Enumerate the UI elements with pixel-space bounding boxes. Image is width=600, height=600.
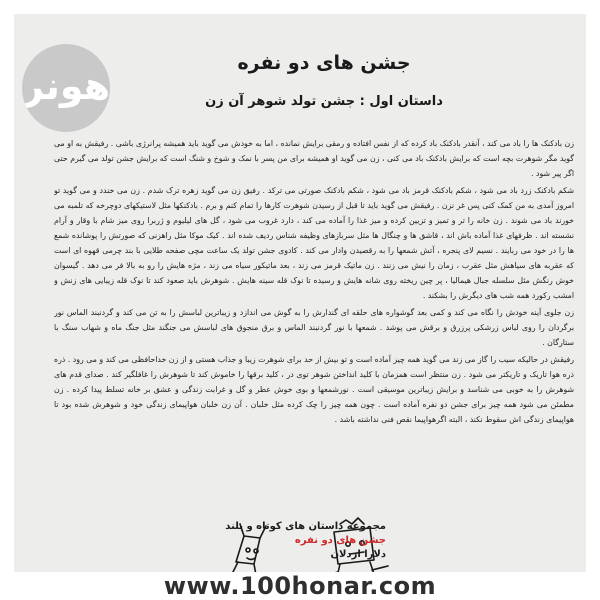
page-subtitle: داستان اول : جشن تولد شوهر آن زن (205, 94, 443, 109)
paragraph: شکم بادکنک زرد باد می شود ، شکم بادکنک قرمز باد می شود ، شکم بادکنک صورتی می ترکد . رفیق زن می گوید زهره ترک شدم . زن می خندد و می گوید تو امروز آمدی به من کمک کنی پس غر نزن . رفیقش می گوید باید تا قبل از رسیدن شوهرت کارها را تمام کنم و برم . بادکنکها مثل لاستیکهای دوچرخه که تلمبه می خورند باد می شوند . زن خانه را تر و تمیز و تزیین کرده و میز غذا را آماده می کند ، دارد غروب می شود ، گل های لیلیوم و ژربرا روی میز شام با وقار و آرام نشسته اند . ظرفهای غذا آماده باش اند ، قاشق ها و چنگال ها مثل سربازهای وظیفه شناس ردیف شده اند . کیک موکا مثل راهزنی که صورتش را پوشانده شمع ها را در خود می ربایند . نسیم لای پنجره ، آتش شمعها را به رقصیدن وادار می کند . کادوی جشن تولد یک ساعت مچی صفحه طلایی با بند چرمی قهوه ای است که عقربه های سیاهش مثل عقرب ، زمان را نیش می زنند . زن ماتیک قرمز می زند ، بعد ماتیکور سیاه می زند ، مژه هایش را رو به بالا فر می دهد . گیسوان خوش رنگش مثل سلسله جبال هیمالیا ، پر چین ریخته روی شانه هایش و رسیده تا نوک قله سینه هایش . شوهرش باید صعود کند تا نوک قله زیبایی های زنش و امشب رکورد همه شب های دیگرش را بشکند . (54, 186, 574, 300)
footer (0, 572, 600, 600)
paragraph: زن جلوی آینه خودش را نگاه می کند و کمی بعد گوشواره های حلقه ای گندارش را به گوش می اندازد و زیباترین لباسش را به تن می کند و گردنبند الماس نور برگردان را روی لباس زرشکی پرزرق و برقش می پوشد . شمعها با نور گردنبند الماس و برق منجوق های لباسش می جنگند مثل جنگ ماه و شهاب سنگ با ستارگان . (54, 308, 574, 347)
site-logo[interactable] (22, 44, 110, 132)
logo-text: هونر (22, 64, 110, 108)
credit-author: دلارا اردلان (330, 549, 386, 560)
paragraph: زن بادکنک ها را باد می کند ، آنقدر بادکنک باد کرده که از نفس افتاده و رمقی برایش نمانده ، اما به خودش می گوید باید همیشه پرانرژی باشی . رفیقش به او می گوید مگر شوهرت بچه است که برایش بادکنک باد می کنی ، زن می گوید او همیشه برای من پسر با نمک و شوخ و شنگ است که برایش جشن تولد می گیرم حتی اگر پیر شود . (54, 139, 574, 178)
credit-series: مجموعه داستان های کوتاه و بلند (225, 521, 386, 532)
credit-book-title: جشن های دو نفره (294, 535, 386, 546)
book-credits (214, 520, 386, 562)
paragraph: رفیقش در حالیکه سیب را گاز می زند می گوید همه چیز آماده است و تو بیش از حد برای شوهرت زیبا و جذاب هستی و از زن خداحافظی می کند و می رود . ذره ذره هوا تاریک و تاریکتر می شود . زن منتظر است همزمان با کلید انداختن شوهر توی در ، کلید برقها را خاموش کند تا شوهرش را غافلگیر کند . صدای قدم های شوهرش را به خوبی می شناسد و برایش زیباترین موسیقی است . نورشمعها و بوی خوش عطر و گل و غرابت زندگی و عشق بر خانه تسلط پیدا کرده . زن مطمئن می شود همه چیز برای جشن دو نفره آماده است . چون همه چیز را چک کرده مثل خلبان . آن زن خلبان هواپیمای زندگی خود و شوهرش شده بود تا هواپیمای زندگی اش سقوط نکند ، البته اگرهواپیما نقص فنی نداشته باشد . (54, 355, 574, 424)
book-page (14, 14, 586, 574)
page-title: جشن های دو نفره (237, 52, 411, 74)
story-text (54, 136, 574, 514)
footer-url-link[interactable]: www.100honar.com (163, 572, 437, 600)
